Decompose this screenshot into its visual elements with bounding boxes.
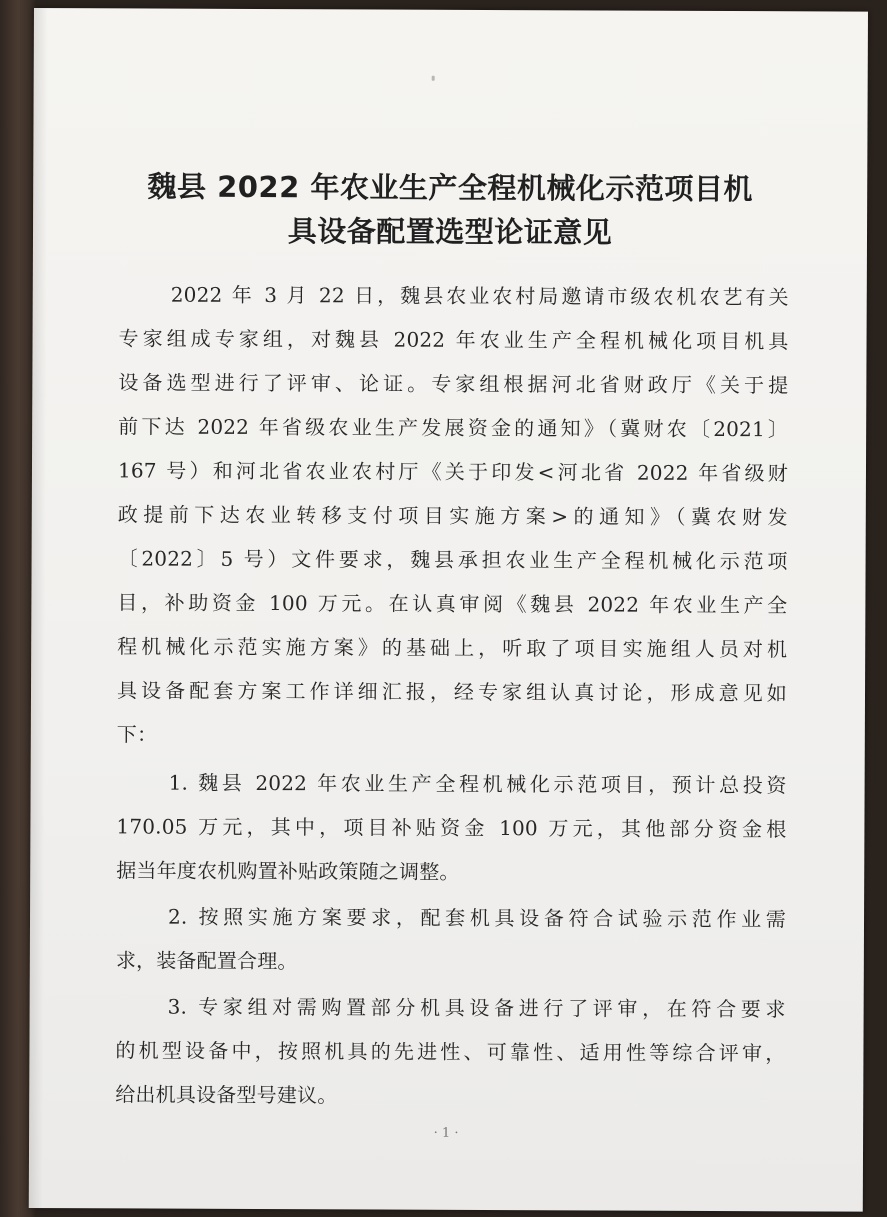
document-page — [29, 8, 868, 1212]
item-3-line: 给出机具设备型号建议。 — [115, 1082, 338, 1108]
body-line: 〔2022〕5 号）文件要求，魏县承担农业生产全程机械化示范项 — [117, 546, 788, 574]
body-line: 设备选型进行了评审、论证。专家组根据河北省财政厅《关于提 — [118, 370, 789, 398]
body-line: 前下达 2022 年省级农业生产发展资金的通知》（冀财农〔2021〕 — [118, 414, 789, 442]
body-line: 具设备配套方案工作详细汇报，经专家组认真讨论，形成意见如 — [116, 678, 788, 706]
item-2-line: 求，装备配置合理。 — [115, 948, 298, 974]
item-1-line: 据当年度农机购置补贴政策随之调整。 — [116, 858, 460, 884]
body-line: 167 号）和河北省农业农村厅《关于印发<河北省 2022 年省级财 — [117, 458, 789, 486]
body-line: 目，补助资金 100 万元。在认真审阅《魏县 2022 年农业生产全 — [117, 590, 788, 618]
item-3-line: 3. 专家组对需购置部分机具设备进行了评审，在符合要求 — [167, 994, 786, 1022]
document-title-line-2: 具设备配置选型论证意见 — [287, 214, 613, 250]
body-line: 政提前下达农业转移支付项目实施方案>的通知》（冀农财发 — [117, 502, 788, 530]
body-line: 下： — [116, 722, 158, 747]
body-line: 专家组成专家组，对魏县 2022 年农业生产全程机械化项目机具 — [118, 326, 789, 354]
body-line: 2022 年 3 月 22 日，魏县农业农村局邀请市级农机农艺有关 — [170, 282, 789, 310]
punch-mark — [432, 76, 435, 81]
item-1-line: 1. 魏县 2022 年农业生产全程机械化示范项目，预计总投资 — [168, 770, 787, 798]
item-1-line: 170.05 万元，其中，项目补贴资金 100 万元，其他部分资金根 — [116, 814, 787, 842]
document-title-line-1: 魏县 2022 年农业生产全程机械化示范项目机 — [147, 169, 753, 207]
item-3-line: 的机型设备中，按照机具的先进性、可靠性、适用性等综合评审， — [115, 1038, 786, 1066]
body-line: 程机械化示范实施方案》的基础上，听取了项目实施组人员对机 — [117, 634, 788, 662]
item-2-line: 2. 按照实施方案要求，配套机具设备符合试验示范作业需 — [167, 904, 787, 932]
page-number: · 1 · — [433, 1125, 459, 1141]
